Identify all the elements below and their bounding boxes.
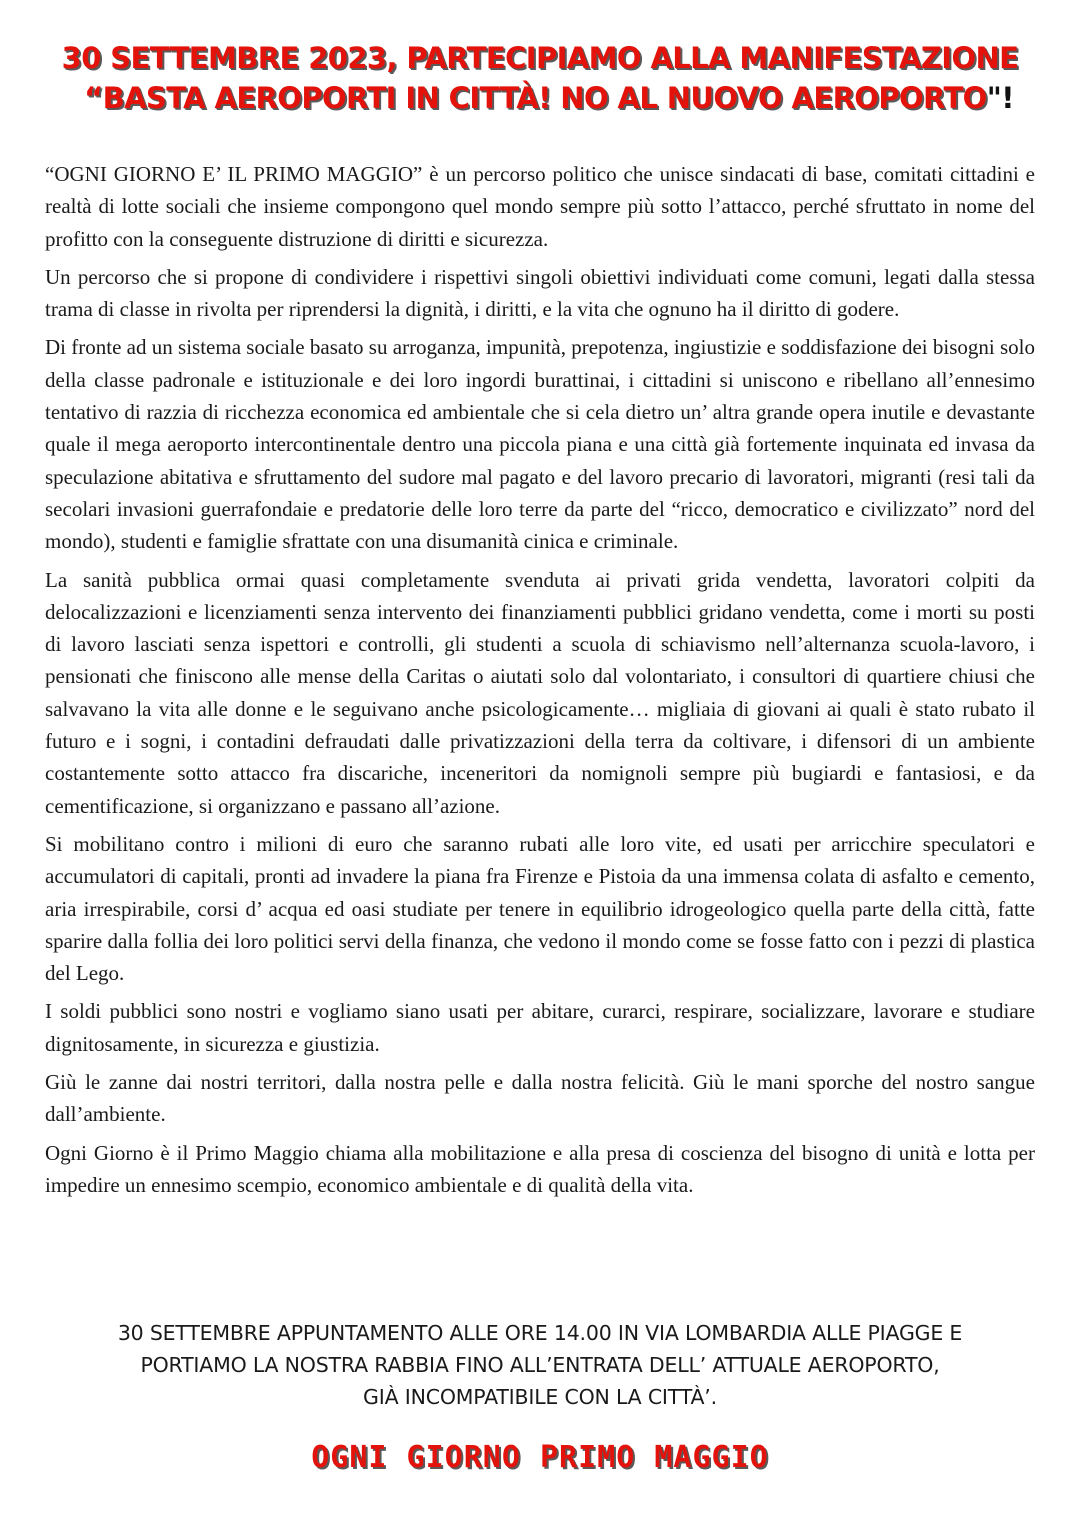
call-line-3: GIÀ INCOMPATIBILE CON LA CITTÀ’. bbox=[363, 1385, 717, 1409]
paragraph: La sanità pubblica ormai quasi completamente svenduta ai privati grida vendetta, lavoratori colpiti da delocalizzazioni e licenziamenti senza intervento dei finanziamenti pubblici gridano vendetta, come i morti su posti di lavoro lasciati senza ispettori e controlli, gli studenti a scuola di schiavismo nell’alternanza scuola-lavoro, i pensionati che finiscono alle mense della Caritas o aiutati solo dal volontariato, i consultori di quartiere chiusi che salvavano la vita alle donne e le seguivano anche psicologicamente… migliaia di giovani ai quali è stato rubato il futuro e i sogni, i contadini defraudati dalle privatizzazioni della terra da coltivare, i difensori di un ambiente costantemente sotto attacco fra discariche, inceneritori da nomignoli sempre più bugiardi e fantasiosi, e da cementificazione, si organizzano e passano all’azione. bbox=[45, 567, 1035, 818]
signature: OGNI GIORNO PRIMO MAGGIO bbox=[311, 1440, 769, 1475]
call-to-action bbox=[40, 1317, 1040, 1413]
headline-line-1: 30 SETTEMBRE 2023, PARTECIPIAMO ALLA MANIFESTAZIONE bbox=[61, 41, 1019, 75]
body-text bbox=[45, 158, 1035, 1207]
headline-line-2-text: “BASTA AEROPORTI IN CITTÀ! NO AL NUOVO AEROPORTO bbox=[84, 81, 987, 115]
paragraph: “OGNI GIORNO E’ IL PRIMO MAGGIO” è un percorso politico che unisce sindacati di base, comitati cittadini e realtà di lotte sociali che insieme compongono quel mondo sempre più sotto l’attacco, perché sfruttato in nome del profitto con la conseguente distruzione di diritti e sicurezza. bbox=[45, 162, 1035, 251]
paragraph: I soldi pubblici sono nostri e vogliamo siano usati per abitare, curarci, respirare, socializzare, lavorare e studiare dignitosamente, in sicurezza e giustizia. bbox=[45, 999, 1035, 1056]
call-line-2: PORTIAMO LA NOSTRA RABBIA FINO ALL’ENTRATA DELL’ ATTUALE AEROPORTO, bbox=[140, 1353, 940, 1377]
paragraph: Di fronte ad un sistema sociale basato su arroganza, impunità, prepotenza, ingiustizie e soddisfazione dei bisogni solo della classe padronale e istituzionale e dei loro ingordi burattinai, i cittadini si uniscono e ribellano all’ennesimo tentativo di razzia di ricchezza economica ed ambientale che si cela dietro un’ altra grande opera inutile e devastante quale il mega aeroporto intercontinentale dentro una piccola piana e una città già fortemente inquinata ed invasa da speculazione abitativa e sfruttamento del sudore mal pagato e del lavoro precario di lavoratori, migranti (resi tali da secolari invasioni guerrafondaie e predatorie delle loro terre da parte del “ricco, democratico e civilizzato” nord del mondo), studenti e famiglie sfrattate con una disumanità cinica e criminale. bbox=[45, 335, 1035, 554]
paragraph: Giù le zanne dai nostri territori, dalla nostra pelle e dalla nostra felicità. Giù le mani sporche del nostro sangue dall’ambiente. bbox=[45, 1070, 1035, 1127]
headline-line-2 bbox=[40, 78, 1040, 118]
paragraph: Un percorso che si propone di condividere i rispettivi singoli obiettivi individuati come comuni, legati dalla stessa trama di classe in rivolta per riprendersi la dignità, i diritti, e la vita che ognuno ha il diritto di godere. bbox=[45, 264, 1035, 322]
paragraph: Si mobilitano contro i milioni di euro che saranno rubati alle loro vite, ed usati per arricchire speculatori e accumulatori di capitali, pronti ad invadere la piana fra Firenze e Pistoia da una immensa colata di asfalto e cemento, aria irrespirabile, corsi d’ acqua ed oasi studiate per tenere in equilibrio idrogeologico quella parte della città, fatte sparire dalla follia dei loro politici servi della finanza, che vedono il mondo come se fosse fatto con i pezzi di plastica del Lego. bbox=[45, 831, 1035, 986]
paragraph: Ogni Giorno è il Primo Maggio chiama alla mobilitazione e alla presa di coscienza del bisogno di unità e lotta per impedire un ennesimo scempio, economico ambientale e di qualità della vita. bbox=[45, 1140, 1035, 1197]
headline bbox=[40, 38, 1040, 118]
headline-line-2-tail: "! bbox=[986, 81, 1014, 115]
call-line-1: 30 SETTEMBRE APPUNTAMENTO ALLE ORE 14.00 IN VIA LOMBARDIA ALLE PIAGGE E bbox=[117, 1321, 963, 1345]
